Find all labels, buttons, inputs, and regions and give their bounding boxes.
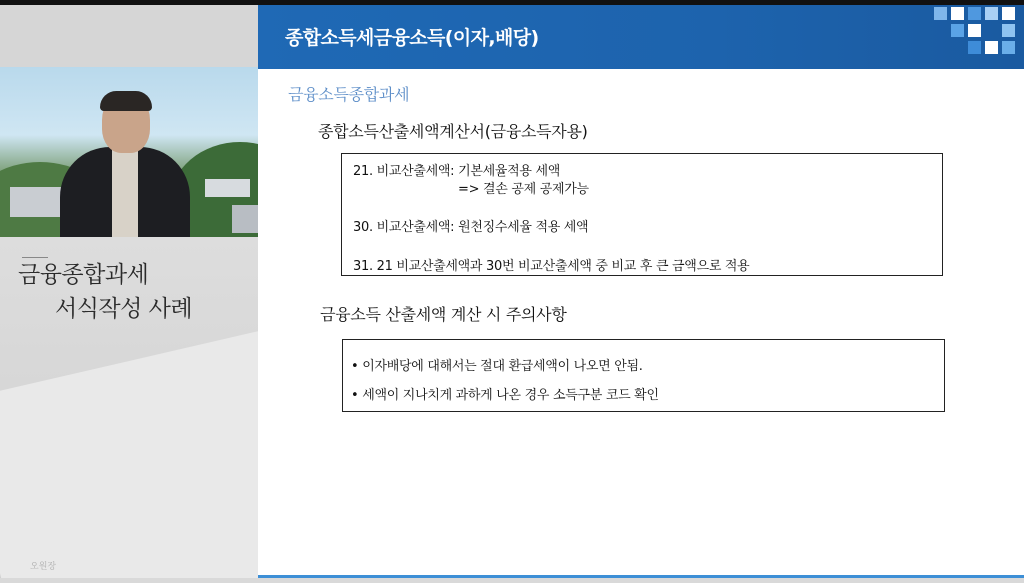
slide-header (258, 5, 1024, 69)
caution-box (342, 339, 945, 412)
bottom-strip (0, 578, 1024, 583)
deco-square (968, 41, 981, 54)
deco-square (1002, 24, 1015, 37)
left-panel-header (0, 5, 258, 67)
lecture-title-line1: 금융종합과세 (18, 262, 149, 288)
caution-heading: 금융소득 산출세액 계산 시 주의사항 (320, 305, 567, 324)
lecturer-watermark: 오원장 (30, 562, 57, 572)
section-title: 금융소득종합과세 (288, 85, 410, 104)
deco-square (985, 41, 998, 54)
deco-square (968, 7, 981, 20)
deco-square (1002, 7, 1015, 20)
deco-square (1002, 41, 1015, 54)
box1-line: 31. 21 비교산출세액과 30번 비교산출세액 중 비교 후 큰 금액으로 적용 (353, 259, 750, 274)
caution-bullet: • 세액이 지나치게 과하게 나온 경우 소득구분 코드 확인 (351, 388, 659, 403)
deco-square (951, 24, 964, 37)
lecturer-shirt (112, 149, 138, 237)
deco-square (934, 7, 947, 20)
building-shape (232, 205, 258, 233)
lecturer-video (0, 67, 258, 237)
box1-line: 21. 비교산출세액: 기본세율적용 세액 (353, 164, 560, 179)
building-shape (205, 179, 250, 197)
slide-title: 종합소득세금융소득(이자,배당) (285, 27, 539, 49)
lecturer-hair (100, 91, 152, 111)
calc-form-heading: 종합소득산출세액계산서(금융소득자용) (318, 122, 588, 141)
lecturer-figure (60, 91, 190, 237)
caution-bullet: • 이자배당에 대해서는 절대 환급세액이 나오면 안됨. (351, 359, 643, 374)
box1-line: 30. 비교산출세액: 원천징수세율 적용 세액 (353, 220, 589, 235)
deco-square (968, 24, 981, 37)
box1-line: => 결손 공제 공제가능 (458, 182, 589, 197)
deco-square (985, 7, 998, 20)
deco-square (951, 7, 964, 20)
calc-form-box (341, 153, 943, 276)
lecture-title-line2: 서식작성 사례 (55, 296, 193, 322)
decorative-sweep (0, 319, 258, 578)
